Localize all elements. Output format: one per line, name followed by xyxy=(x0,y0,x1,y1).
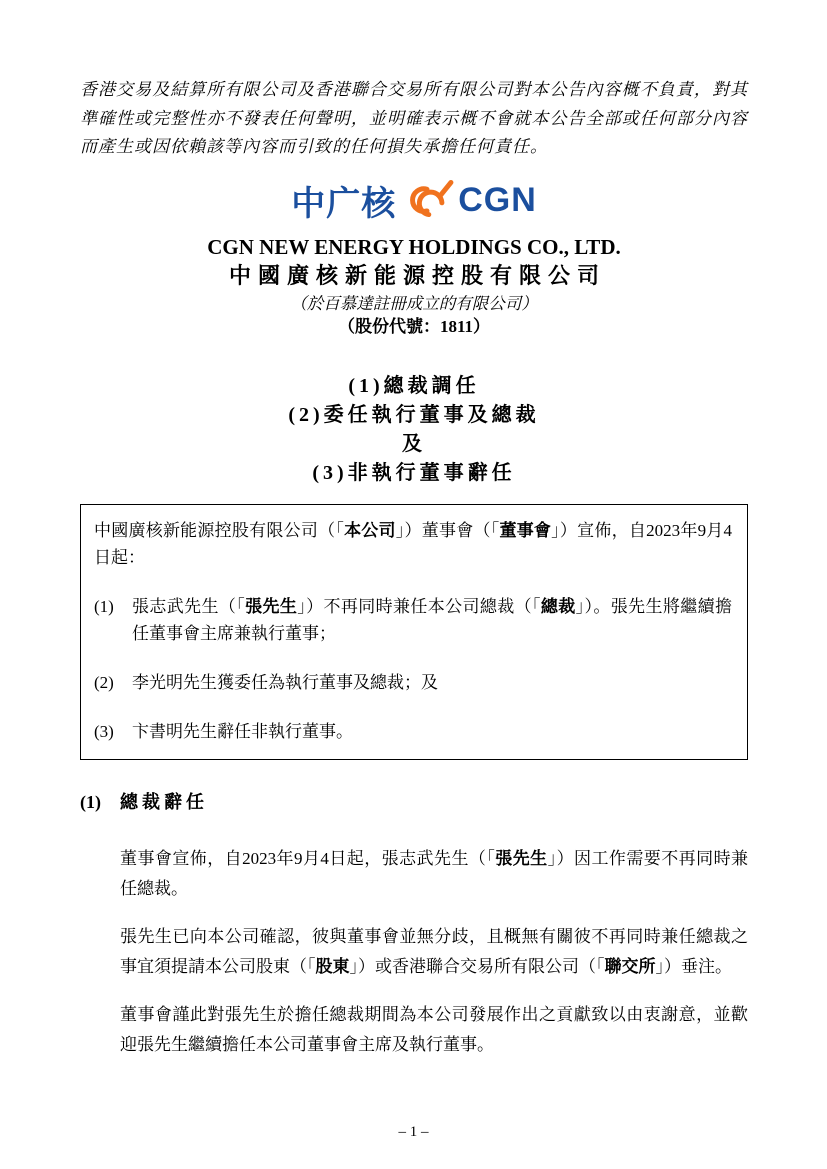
text-segment: 中國廣核新能源控股有限公司（「 xyxy=(94,520,345,540)
summary-box xyxy=(80,504,748,760)
summary-intro xyxy=(94,517,732,571)
company-name-en: CGN NEW ENERGY HOLDINGS CO., LTD. xyxy=(207,234,621,259)
item-number: (3) xyxy=(94,721,114,741)
section-1-para-3: 董事會謹此對張先生於擔任總裁期間為本公司發展作出之貢獻致以由衷謝意，並歡迎張先生繼續擔任本公司董事會主席及執行董事。 xyxy=(120,1004,748,1054)
summary-item-2 xyxy=(94,669,732,696)
page-number: – 1 – xyxy=(398,1124,429,1140)
text-segment: 」）垂注。 xyxy=(655,956,732,976)
text-segment: 」）或香港聯合交易所有限公司（「 xyxy=(349,956,605,976)
defined-term: 股東 xyxy=(315,956,350,976)
text-segment: 董事會宣佈，自2023年9月4日起，張志武先生（「 xyxy=(120,848,496,868)
logo-en-text: CGN xyxy=(458,181,537,219)
logo-cn-text: 中广核 xyxy=(291,185,397,223)
text-segment: 張先生已向本公司確認，彼與董事會並無分歧，且概無有關彼不再同時兼任總裁之事宜須提請本公司股東（「 xyxy=(120,926,748,976)
cgn-logo xyxy=(80,178,748,224)
defined-term: 董事會 xyxy=(499,520,552,540)
item-number: (2) xyxy=(94,672,114,692)
text-segment: 」）不再同時兼任本公司總裁（「 xyxy=(297,596,541,616)
section-title: 總裁辭任 xyxy=(120,791,208,812)
defined-term: 張先生 xyxy=(495,848,548,868)
incorporation-note: （於百慕達註冊成立的有限公司） xyxy=(290,293,538,313)
item-text xyxy=(132,669,732,696)
exchange-disclaimer: 香港交易及結算所有限公司及香港聯合交易所有限公司對本公告內容概不負責，對其準確性或完整性亦不發表任何聲明，並明確表示概不會就本公告全部或任何部分內容而產生或因依賴該等內容而引致的任何損失承擔任何責任。 xyxy=(80,80,748,156)
item-text xyxy=(132,593,732,647)
section-1-heading xyxy=(80,790,748,814)
defined-term: 張先生 xyxy=(245,596,298,616)
stock-code: （股份代號：1811） xyxy=(337,316,491,336)
text-segment: 卞書明先生辭任非執行董事。 xyxy=(132,721,353,741)
defined-term: 總裁 xyxy=(540,596,576,616)
summary-item-1 xyxy=(94,593,732,647)
section-1-para-1 xyxy=(120,844,748,904)
section-number: (1) xyxy=(80,791,101,812)
text-segment: 李光明先生獲委任為執行董事及總裁；及 xyxy=(132,672,438,692)
title-line-3: 及 xyxy=(402,432,426,455)
text-segment: 」）董事會（「 xyxy=(395,520,500,540)
item-text xyxy=(132,718,732,745)
defined-term: 聯交所 xyxy=(604,956,656,976)
text-segment: 」）宣佈，自2023年9月4日起： xyxy=(94,520,733,567)
title-line-1: (1)總裁調任 xyxy=(348,374,480,397)
section-1-para-2 xyxy=(120,922,748,982)
cgn-swirl-icon xyxy=(399,179,455,223)
title-line-2: (2)委任執行董事及總裁 xyxy=(288,403,540,426)
text-segment: 」）因工作需要不再同時兼任總裁。 xyxy=(120,848,749,898)
text-segment: 」）。張先生將繼續擔任董事會主席兼執行董事； xyxy=(132,596,732,643)
summary-item-3 xyxy=(94,718,732,745)
item-number: (1) xyxy=(94,596,114,616)
title-line-4: (3)非執行董事辭任 xyxy=(312,461,516,484)
company-name-zh: 中國廣核新能源控股有限公司 xyxy=(228,262,606,288)
announcement-title xyxy=(80,372,748,488)
text-segment: 張志武先生（「 xyxy=(132,596,246,616)
defined-term: 本公司 xyxy=(344,520,396,540)
